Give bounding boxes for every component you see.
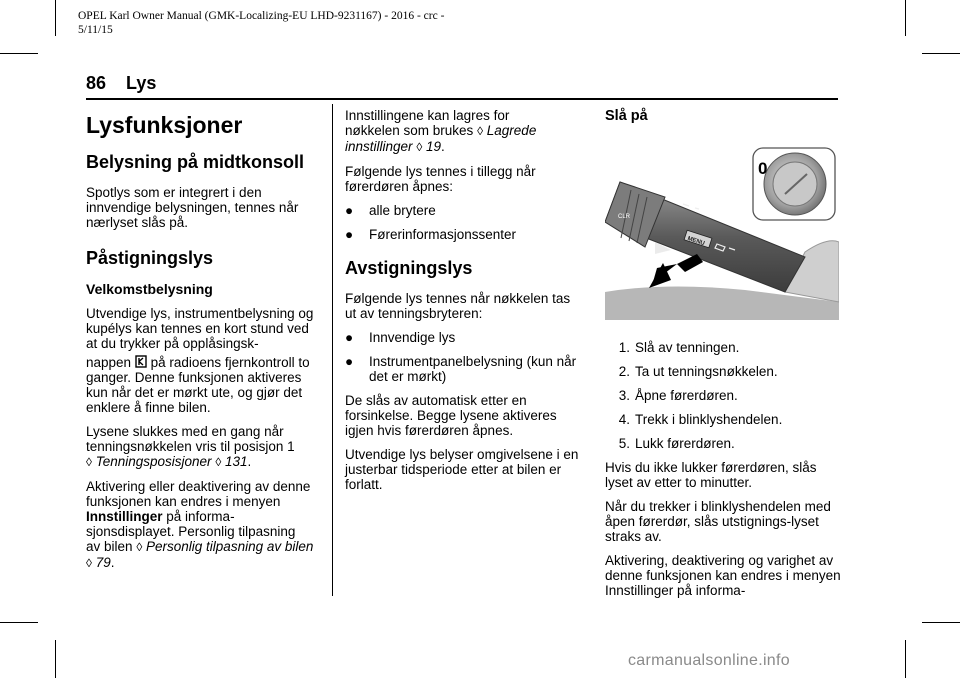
crop-mark (905, 0, 906, 36)
crop-mark (55, 640, 56, 678)
print-header (78, 9, 538, 37)
paragraph: Innstillingene kan lagres for nøkkelen som brukes ◊ Lagrede innstillinger ◊ 19. (345, 108, 537, 154)
paragraph: Følgende lys tennes når nøkkelen tas ut av tenningsbryteren: (345, 291, 571, 321)
list-item: ● Innvendige lys (345, 330, 456, 345)
column-divider (332, 104, 333, 596)
heading-exit-lighting: Avstigningslys (345, 258, 473, 278)
column-3-lower (605, 340, 841, 607)
crop-mark (922, 622, 960, 623)
arrow-ref-icon: ◊ (477, 124, 484, 138)
crop-mark (0, 53, 38, 54)
cross-reference-link[interactable]: Lagrede innstillinger (345, 123, 537, 154)
paragraph: Aktivering eller deaktivering av denne funksjonen kan endres i menyen Innstillinger på informa-sjonsdisplayet. Personlig tilpasning av bilen ◊ Personlig tilpasning av bilen ◊ 79. (86, 479, 314, 570)
list-item-text: alle brytere (369, 203, 436, 218)
text: Aktivering eller deaktivering av denne funksjonen kan endres i menyen (86, 479, 311, 509)
key-unlock-icon (135, 355, 147, 368)
list-item: 5. Lukk førerdøren. (618, 436, 735, 451)
arrow-ref-icon: ◊ (86, 556, 92, 570)
page-reference[interactable]: 19 (426, 139, 442, 154)
list-item: 3. Åpne førerdøren. (618, 388, 738, 403)
arrow-ref-icon: ◊ (416, 140, 423, 154)
column-2 (345, 108, 581, 501)
text: Innstillingene kan lagres for (345, 108, 510, 123)
crop-mark (922, 53, 960, 54)
heading-welcome-lighting: Velkomstbelysning (86, 281, 213, 297)
page-reference[interactable]: 79 (95, 555, 111, 570)
paragraph (86, 355, 322, 415)
text: Lysene slukkes med en gang når tenningsnøkkelen vris til posisjon 1 (86, 424, 295, 454)
paragraph: Aktivering, deaktivering og varighet av denne funksjonen kan endres i menyen Innstillinger på informa- (605, 553, 841, 598)
crop-mark (905, 640, 906, 678)
text: nøkkelen som brukes (345, 123, 474, 138)
paragraph: Utvendige lys, instrumentbelysning og kupélys kan tennes en kort stund ved at du trykker på opplåsingsk- (86, 306, 314, 351)
list-item: ● alle brytere (345, 203, 436, 218)
list-item-text: Innvendige lys (369, 330, 456, 345)
crop-mark (55, 0, 56, 36)
page-heading (86, 73, 156, 94)
header-line-2: 5/11/15 (78, 24, 113, 36)
step-text: Åpne førerdøren. (635, 388, 738, 403)
paragraph: Når du trekker i blinklyshendelen med åpen førerdør, slås utstignings-lyset straks av. (605, 499, 831, 544)
step-text: Ta ut tenningsnøkkelen. (635, 364, 778, 379)
list-item: 1. Slå av tenningen. (618, 340, 740, 355)
list-item: 4. Trekk i blinklyshendelen. (618, 412, 783, 427)
watermark-text: carmanualsonline.info (628, 652, 790, 669)
cross-reference-link[interactable]: Tenningsposisjoner (95, 454, 212, 469)
heading-switch-on: Slå på (605, 108, 648, 124)
paragraph: Hvis du ikke lukker førerdøren, slås lyset av etter to minutter. (605, 460, 817, 490)
paragraph: Følgende lys tennes i tillegg når førerdøren åpnes: (345, 164, 536, 194)
paragraph: De slås av automatisk etter en forsinkelse. Begge lysene aktiveres igjen hvis førerdøren åpnes. (345, 393, 557, 438)
step-text: Lukk førerdøren. (635, 436, 735, 451)
arrow-ref-icon: ◊ (136, 540, 143, 554)
crop-mark (0, 622, 38, 623)
text: av bilen (86, 539, 133, 554)
text: på informa-sjonsdisplayet. Personlig tilpasning (86, 509, 296, 539)
step-text: Slå av tenningen. (635, 340, 740, 355)
list-item-text: Førerinformasjonssenter (369, 227, 517, 242)
paragraph: Lysene slukkes med en gang når tenningsnøkkelen vris til posisjon 1 ◊ Tenningsposisjoner ◊ 131. (86, 424, 295, 469)
menu-name: Innstillinger (86, 509, 163, 524)
turn-signal-lever-illustration (605, 142, 839, 320)
step-text: Trekk i blinklyshendelen. (635, 412, 783, 427)
list-item: ● Førerinformasjonssenter (345, 227, 517, 242)
menu-label: MENU (686, 235, 706, 248)
cross-reference-link[interactable]: Personlig tilpasning av bilen (146, 539, 314, 554)
page-number: 86 (86, 73, 107, 93)
column-1 (86, 108, 322, 580)
chapter-title: Lysfunksjoner (86, 112, 243, 138)
header-rule (86, 98, 838, 100)
text: nappen (86, 355, 132, 370)
ignition-position-label: 0 (758, 159, 768, 178)
arrow-ref-icon: ◊ (86, 455, 92, 469)
heading-entry-lighting: Påstigningslys (86, 248, 214, 268)
paragraph: Utvendige lys belyser omgivelsene i en justerbar tidsperiode etter at bilen er forlatt. (345, 447, 579, 492)
section-title: Lys (126, 73, 157, 93)
list-item-text: Instrumentpanelbelysning (kun når det er mørkt) (369, 354, 577, 384)
list-item: ● Instrumentpanelbelysning (kun når det er mørkt) (345, 354, 581, 384)
header-line-1: OPEL Karl Owner Manual (GMK-Localizing-EU LHD-9231167) - 2016 - crc - (78, 10, 445, 22)
page-reference[interactable]: 131 (225, 454, 248, 469)
text: på radioens fjernkontroll to ganger. Denne funksjonen aktiveres kun når det er mørkt ute, og gjør det enklere å finne bilen. (86, 355, 310, 415)
list-item: 2. Ta ut tenningsnøkkelen. (618, 364, 778, 379)
arrow-ref-icon: ◊ (215, 455, 222, 469)
clr-label: CLR (618, 214, 631, 220)
heading-center-console: Belysning på midtkonsoll (86, 152, 305, 172)
paragraph: Spotlys som er integrert i den innvendige belysningen, tennes når nærlyset slås på. (86, 185, 299, 230)
column-3 (605, 108, 841, 133)
